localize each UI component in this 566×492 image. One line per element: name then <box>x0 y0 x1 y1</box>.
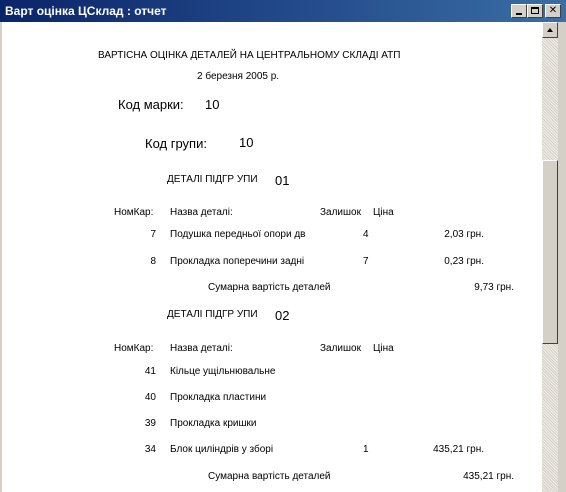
row-nomkar: 8 <box>150 256 156 267</box>
col-header-stock: Залишок <box>320 207 361 218</box>
row-nomkar: 34 <box>144 444 156 455</box>
close-icon: ✕ <box>548 5 558 16</box>
row-name: Прокладка кришки <box>170 418 257 429</box>
row-stock: 1 <box>363 444 369 455</box>
group-code-value: 10 <box>239 135 254 150</box>
row-nomkar: 7 <box>150 229 156 240</box>
col-header-name: Назва деталі: <box>170 207 233 218</box>
row-stock: 4 <box>363 229 369 240</box>
row-nomkar: 39 <box>144 418 156 429</box>
col-header-price: Ціна <box>373 343 394 354</box>
minimize-icon <box>516 13 522 15</box>
close-button[interactable] <box>545 4 561 18</box>
subgroup-code: 01 <box>275 173 290 188</box>
maximize-button[interactable] <box>527 4 543 18</box>
brand-code-label: Код марки: <box>118 97 184 112</box>
scrollbar-thumb[interactable] <box>542 160 558 344</box>
col-header-name: Назва деталі: <box>170 343 233 354</box>
subtotal-value: 9,73 грн. <box>474 282 514 293</box>
maximize-icon <box>531 7 539 14</box>
row-stock: 7 <box>363 256 369 267</box>
row-value: 0,23 грн. <box>444 256 484 267</box>
col-header-price: Ціна <box>373 207 394 218</box>
row-name: Блок циліндрів у зборі <box>170 444 274 455</box>
row-name: Подушка передньої опори дв <box>170 229 306 240</box>
subgroup-code: 02 <box>275 308 290 323</box>
window-title: Варт оцінка ЦСклад : отчет <box>5 4 167 18</box>
subgroup-label: ДЕТАЛІ ПІДГР УПИ <box>167 174 258 185</box>
row-name: Кільце ущільнювальне <box>170 366 276 377</box>
report-date: 2 березня 2005 р. <box>197 71 280 82</box>
subtotal-label: Сумарна вартість деталей <box>208 282 331 293</box>
row-nomkar: 40 <box>144 392 156 403</box>
group-code-label: Код групи: <box>145 136 207 151</box>
row-value: 435,21 грн. <box>433 444 484 455</box>
title-bar[interactable] <box>0 0 566 22</box>
subtotal-value: 435,21 грн. <box>463 471 514 482</box>
subgroup-label: ДЕТАЛІ ПІДГР УПИ <box>167 309 258 320</box>
row-nomkar: 41 <box>144 366 156 377</box>
vertical-scrollbar[interactable] <box>542 22 558 492</box>
subtotal-label: Сумарна вартість деталей <box>208 471 331 482</box>
col-header-nomkar: НомКар: <box>114 207 154 218</box>
row-value: 2,03 грн. <box>444 229 484 240</box>
report-preview-area <box>2 22 542 492</box>
col-header-stock: Залишок <box>320 343 361 354</box>
brand-code-value: 10 <box>205 97 220 112</box>
window-frame-edge <box>558 22 566 492</box>
row-name: Прокладка поперечини задні <box>170 256 305 267</box>
scroll-up-button[interactable] <box>542 22 558 38</box>
report-heading: ВАРТІСНА ОЦІНКА ДЕТАЛЕЙ НА ЦЕНТРАЛЬНОМУ СКЛАДІ АТП <box>98 50 401 61</box>
row-name: Прокладка пластини <box>170 392 267 403</box>
col-header-nomkar: НомКар: <box>114 343 154 354</box>
minimize-button[interactable] <box>511 4 527 18</box>
